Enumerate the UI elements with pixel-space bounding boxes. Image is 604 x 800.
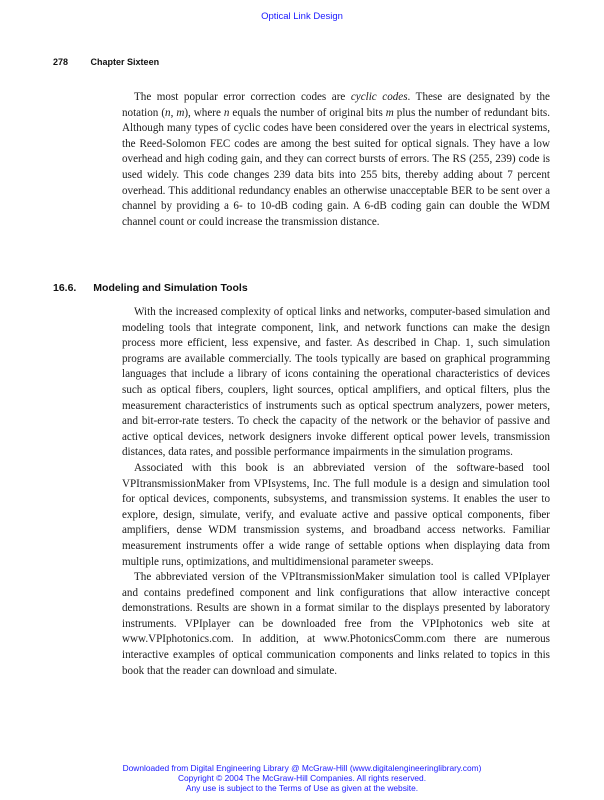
text-run: ), where (184, 106, 224, 119)
section-heading (53, 282, 248, 294)
math-variable: m (176, 106, 185, 119)
text-run: The most popular error correction codes are (134, 91, 351, 103)
text-run: equals the number of original bits (229, 106, 386, 119)
section-paragraph: The abbreviated version of the VPItransmissionMaker simulation tool is called VPIplayer and contains predefined component and link configurations that allow interactive concept demonstrations. Results are shown in a format similar to the displays presented by laboratory instruments. VPIplayer can be downloaded free from the VPIphotonics web site at www.VPIphotonics.com. In addition, at www.PhotonicsComm.com there are numerous interactive examples of optical communication components and links related to topics in this book that the reader can download and simulate. (122, 571, 550, 677)
page-number: 278 (53, 57, 69, 67)
section-title: Modeling and Simulation Tools (93, 282, 248, 294)
section-text-block (122, 305, 550, 679)
chapter-title: Chapter Sixteen (90, 57, 160, 67)
math-variable: n (223, 106, 230, 119)
text-run: plus the number of redundant bits. Although many types of cyclic codes have been considered over the years in electrical systems, the Reed-Solomon FEC codes are among the best suited for optical signals. They have a low overhead and high coding gain, and they can correct bursts of errors. The RS (255, 239) code is used widely. This code changes 239 data bits into 255 bits, thereby adding about 7 percent overhead. This additional redundancy enables an otherwise unacceptable BER to be sent over a channel by providing a 6- to 10-dB coding gain. A 6-dB coding gain can double the WDM channel count or could increase the transmission distance. (122, 106, 550, 228)
math-variable: m (385, 106, 394, 119)
footer-copyright: Copyright © 2004 The McGraw-Hill Companies. All rights reserved. (177, 773, 427, 783)
footer-notice (0, 763, 604, 793)
section-number: 16.6. (53, 282, 77, 294)
text-run: . These are designated by the notation ( (122, 91, 550, 119)
footer-download-link[interactable]: Downloaded from Digital Engineering Library @ McGraw-Hill (www.digitalengineeringlibrary.com) (122, 763, 482, 773)
section-paragraph: Associated with this book is an abbreviated version of the software-based tool VPItransmissionMaker from VPIsystems, Inc. The full module is a design and simulation tool for optical devices, components, subsystems, and transmission systems. It enables the user to explore, design, simulate, verify, and evaluate active and passive optical components, fiber amplifiers, dense WDM transmission systems, and broadband access networks. Familiar measurement instruments offer a wide range of settable options when displaying data from multiple runs, optimizations, and multidimensional parameter sweeps. (122, 461, 550, 568)
text-run: , (170, 106, 177, 119)
running-head (53, 57, 159, 67)
intro-text-block (122, 90, 550, 230)
emphasis-text: cyclic codes (350, 91, 408, 103)
footer-terms-link[interactable]: Any use is subject to the Terms of Use as given at the website. (185, 783, 419, 793)
intro-paragraph (122, 90, 550, 230)
math-variable: n (165, 106, 171, 119)
section-paragraph: With the increased complexity of optical links and networks, computer-based simulation and modeling tools that integrate component, link, and network functions can make the design process more efficient, less expensive, and faster. As described in Chap. 1, such simulation programs are available commercially. The tools typically are based on graphical programming languages that include a library of icons containing the operational characteristics of devices such as optical fibers, couplers, light sources, optical amplifiers, and optical filters, plus the measurement characteristics of instruments such as optical spectrum analyzers, power meters, and bit-error-rate testers. To check the capacity of the network or the behavior of passive and active optical devices, network designers invoke different optical power levels, transmission distances, data rates, and possible performance impairments in the simulation programs. (122, 306, 550, 459)
book-title-link[interactable]: Optical Link Design (261, 11, 343, 22)
